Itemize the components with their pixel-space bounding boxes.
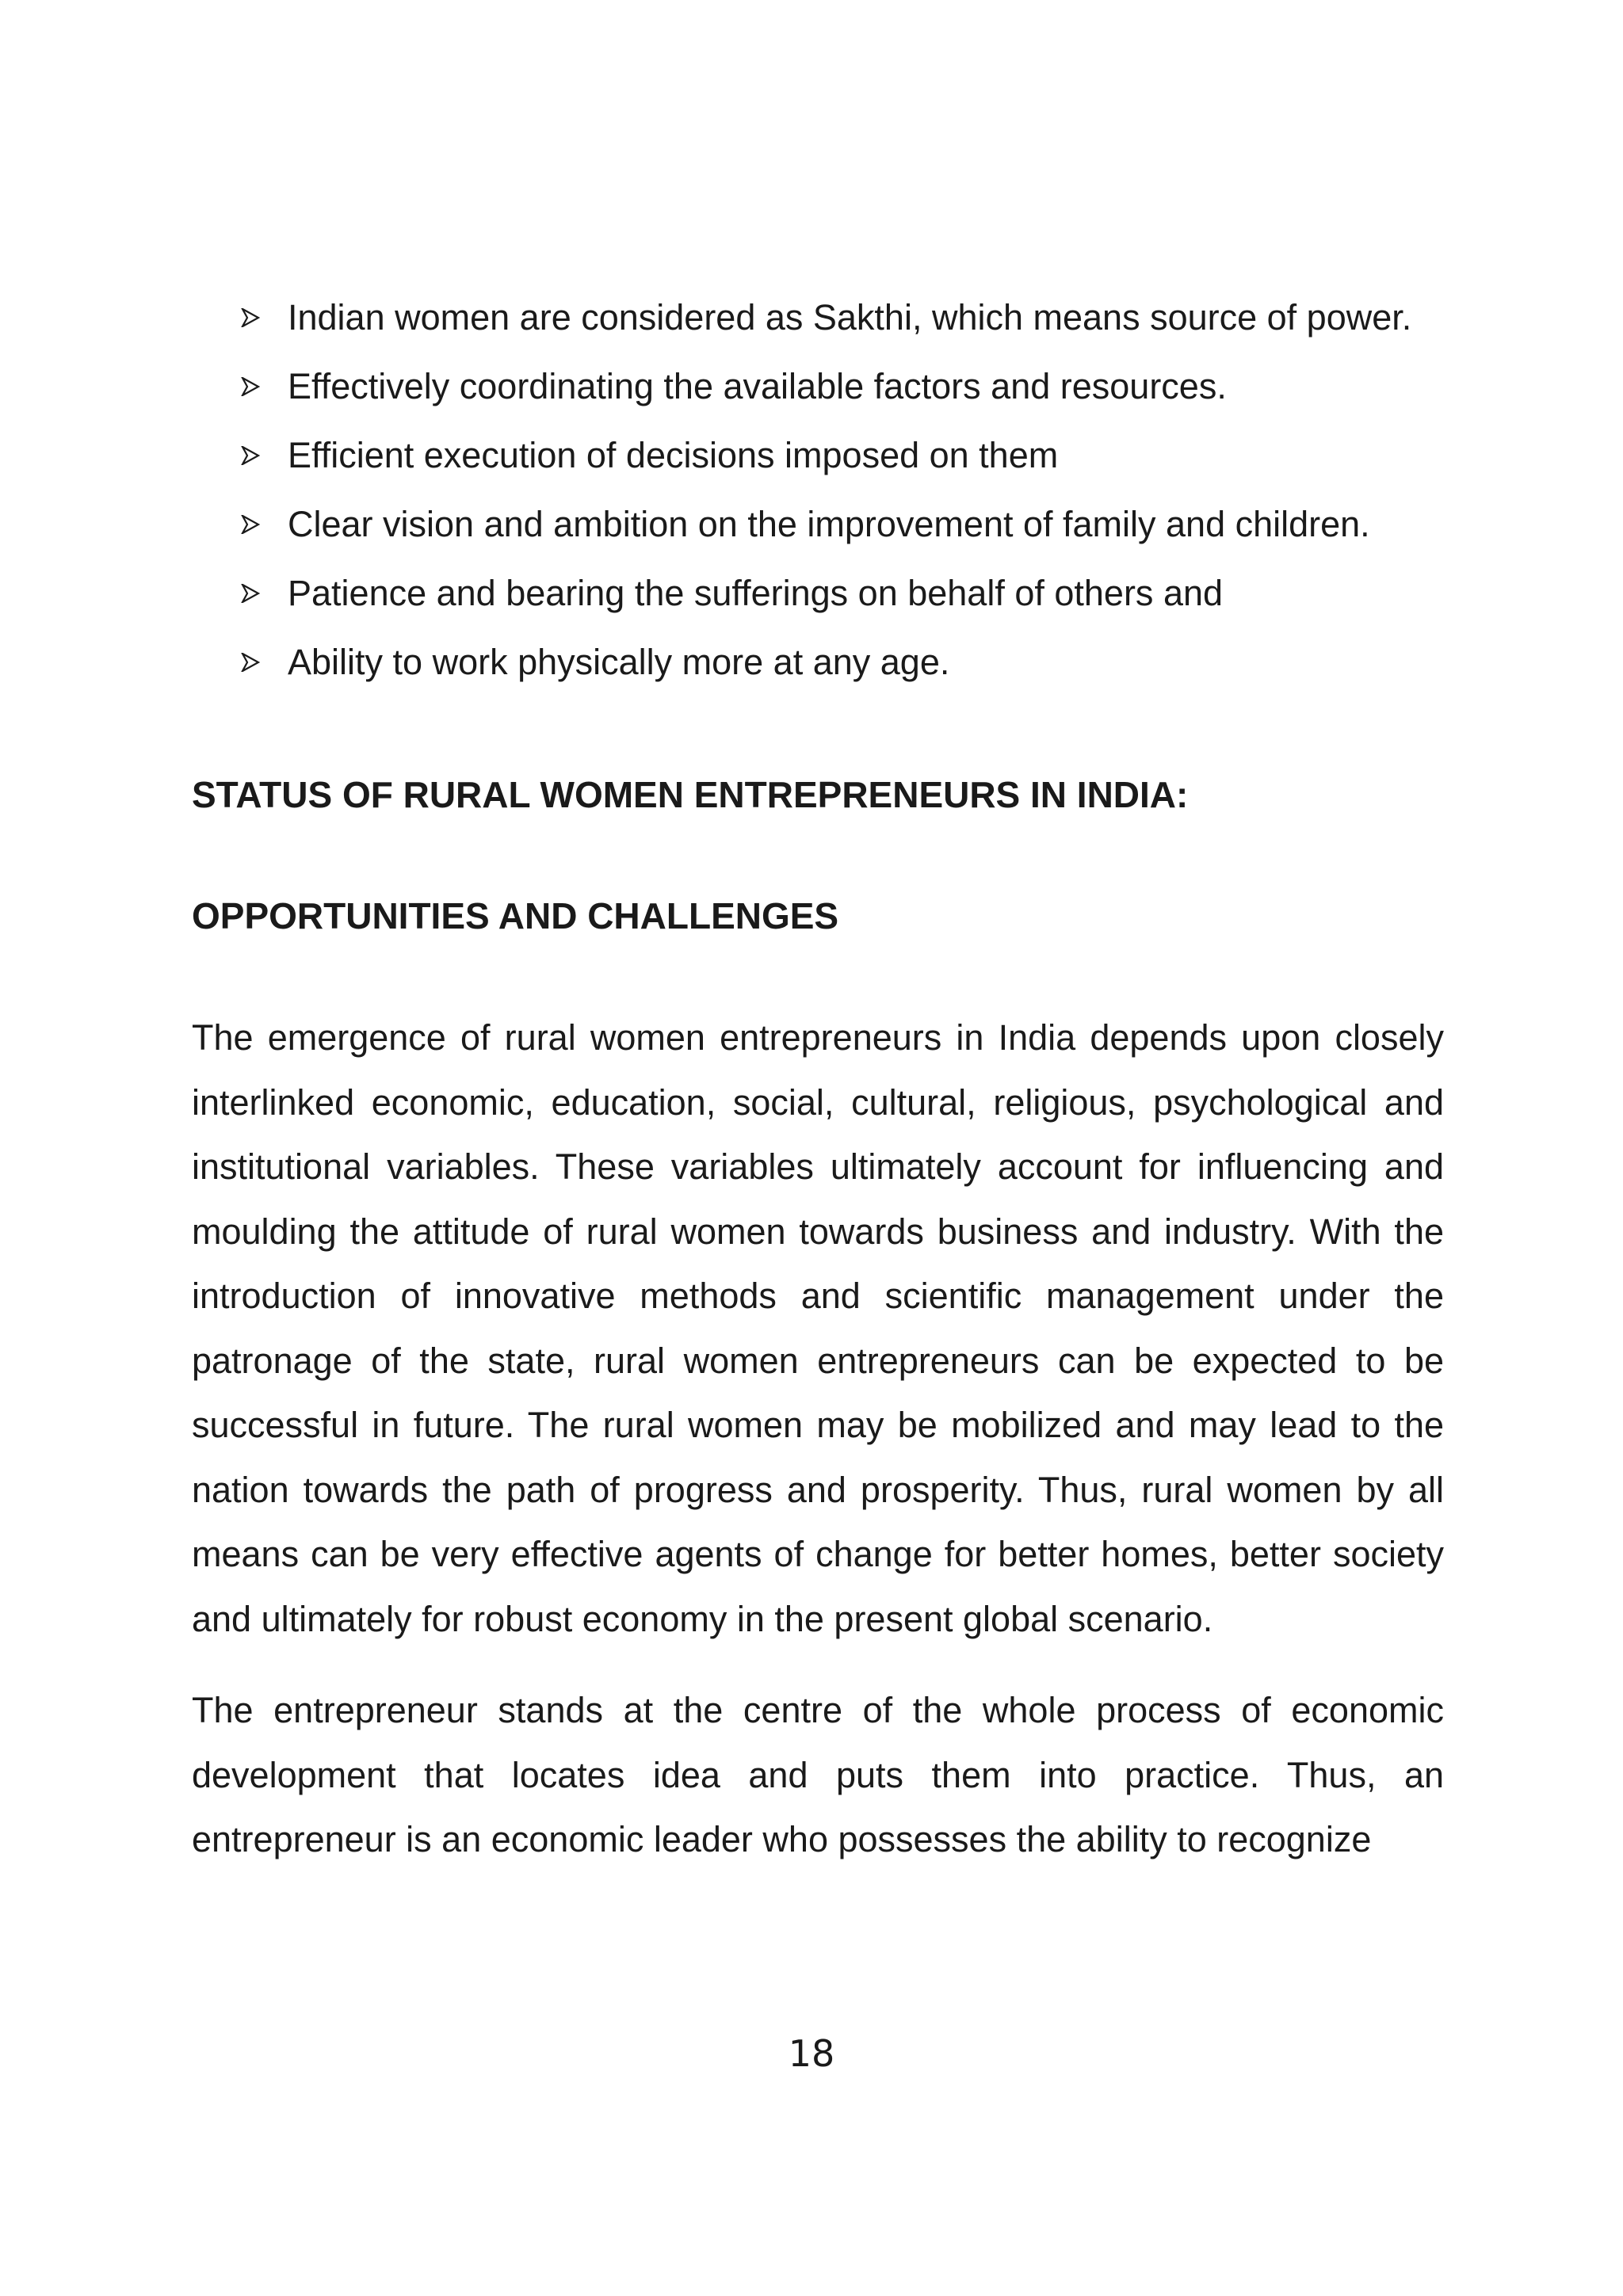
section-heading: STATUS OF RURAL WOMEN ENTREPRENEURS IN INDIA:: [192, 774, 1189, 815]
list-item: [192, 423, 1444, 488]
list-item: [192, 492, 1444, 557]
body-paragraph: The emergence of rural women entrepreneurs in India depends upon closely interlinked economic, education, social, cultural, religious, psychological and institutional variables. These variables ultimately account for influencing and moulding the attitude of rural women towards business and industry. With the introduction of innovative methods and scientific management under the patronage of the state, rural women entrepreneurs can be expected to be successful in future. The rural women may be mobilized and may lead to the nation towards the path of progress and prosperity. Thus, rural women by all means can be very effective agents of change for better homes, better society and ultimately for robust economy in the present global scenario.: [192, 1017, 1444, 1639]
list-item-text: Indian women are considered as Sakthi, which means source of power.: [288, 297, 1412, 338]
arrowhead-bullet-icon: [241, 446, 260, 465]
list-item-text: Efficient execution of decisions imposed on them: [288, 435, 1059, 475]
arrowhead-bullet-icon: [241, 377, 260, 396]
arrowhead-bullet-icon: [241, 515, 260, 534]
page-number: 18: [788, 2032, 835, 2075]
list-item-text: Patience and bearing the sufferings on behalf of others and: [288, 573, 1224, 613]
arrowhead-bullet-icon: [241, 653, 260, 672]
list-item: [192, 285, 1444, 350]
list-item: [192, 561, 1444, 626]
arrowhead-bullet-icon: [241, 584, 260, 603]
page-content: [192, 285, 1444, 1872]
section-subheading: OPPORTUNITIES AND CHALLENGES: [192, 895, 839, 936]
body-paragraph: The entrepreneur stands at the centre of the whole process of economic development that locates idea and puts them into practice. Thus, an entrepreneur is an economic leader who possesses the ability to recognize: [192, 1690, 1444, 1859]
list-item: [192, 630, 1444, 695]
list-item: [192, 354, 1444, 419]
list-item-text: Ability to work physically more at any age.: [288, 642, 950, 682]
bullet-list: [192, 285, 1444, 695]
list-item-text: Clear vision and ambition on the improvement of family and children.: [288, 504, 1370, 544]
list-item-text: Effectively coordinating the available factors and resources.: [288, 366, 1227, 406]
arrowhead-bullet-icon: [241, 308, 260, 327]
